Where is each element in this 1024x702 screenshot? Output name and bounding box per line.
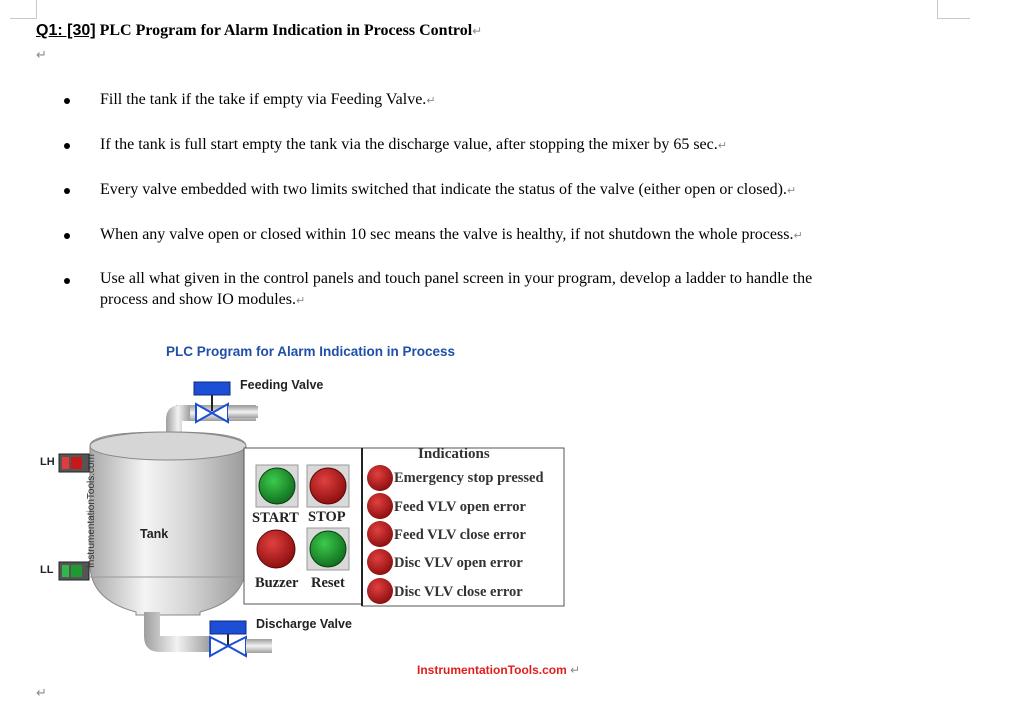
indicator-lamp-disc-open (367, 549, 393, 575)
ll-label: LL (40, 564, 54, 576)
bullet-text: If the tank is full start empty the tank via the discharge value, after stopping the mixer by 65 sec.↵ (100, 136, 727, 153)
start-button[interactable] (256, 465, 298, 507)
bullet-text-continued: process and show IO modules.↵ (100, 291, 306, 308)
indicator-lamp-feed-open (367, 493, 393, 519)
tank (90, 432, 246, 615)
indication-emergency-stop: Emergency stop pressed (394, 470, 544, 486)
discharge-pipe (144, 612, 210, 652)
discharge-valve-label: Discharge Valve (256, 617, 352, 631)
bullet-text: Use all what given in the control panels and touch panel screen in your program, develop a ladder to handle the (100, 270, 813, 287)
indication-disc-close-error: Disc VLV close error (394, 584, 523, 600)
paragraph-mark: ↵ (36, 48, 47, 63)
paragraph-mark: ↵ (472, 24, 483, 38)
bullet-text: Fill the tank if the take if empty via Feeding Valve.↵ (100, 91, 436, 108)
reset-label: Reset (311, 575, 345, 591)
question-heading: PLC Program for Alarm Indication in Process Control (99, 22, 473, 39)
buzzer-lamp (257, 530, 295, 568)
start-label: START (252, 510, 299, 526)
indicator-lamp-feed-close (367, 521, 393, 547)
indication-disc-open-error: Disc VLV open error (394, 555, 523, 571)
watermark: InstrumentationTools.com ↵ (417, 663, 581, 677)
indication-feed-close-error: Feed VLV close error (394, 527, 526, 543)
vertical-watermark: InstrumentationTools.com (86, 454, 97, 568)
reset-button[interactable] (307, 528, 349, 570)
lh-level-switch (59, 454, 89, 472)
stop-label: STOP (308, 509, 346, 525)
indicator-lamp-disc-close (367, 578, 393, 604)
bullet-text: When any valve open or closed within 10 sec means the valve is healthy, if not shutdown the whole process.↵ (100, 226, 803, 243)
tank-label: Tank (140, 527, 169, 541)
indicator-lamp-emergency (367, 465, 393, 491)
indication-feed-open-error: Feed VLV open error (394, 499, 526, 515)
figure-title: PLC Program for Alarm Indication in Process (166, 344, 456, 359)
paragraph-mark: ↵ (36, 686, 47, 701)
stop-button[interactable] (307, 465, 349, 507)
indications-header: Indications (418, 446, 490, 462)
buzzer-label: Buzzer (255, 575, 299, 591)
question-number: Q1: [30] (36, 22, 96, 39)
lh-label: LH (40, 456, 55, 468)
ll-level-switch (59, 562, 89, 580)
bullet-text: Every valve embedded with two limits switched that indicate the status of the valve (either open or closed).↵ (100, 181, 797, 198)
feeding-valve-label: Feeding Valve (240, 378, 324, 392)
